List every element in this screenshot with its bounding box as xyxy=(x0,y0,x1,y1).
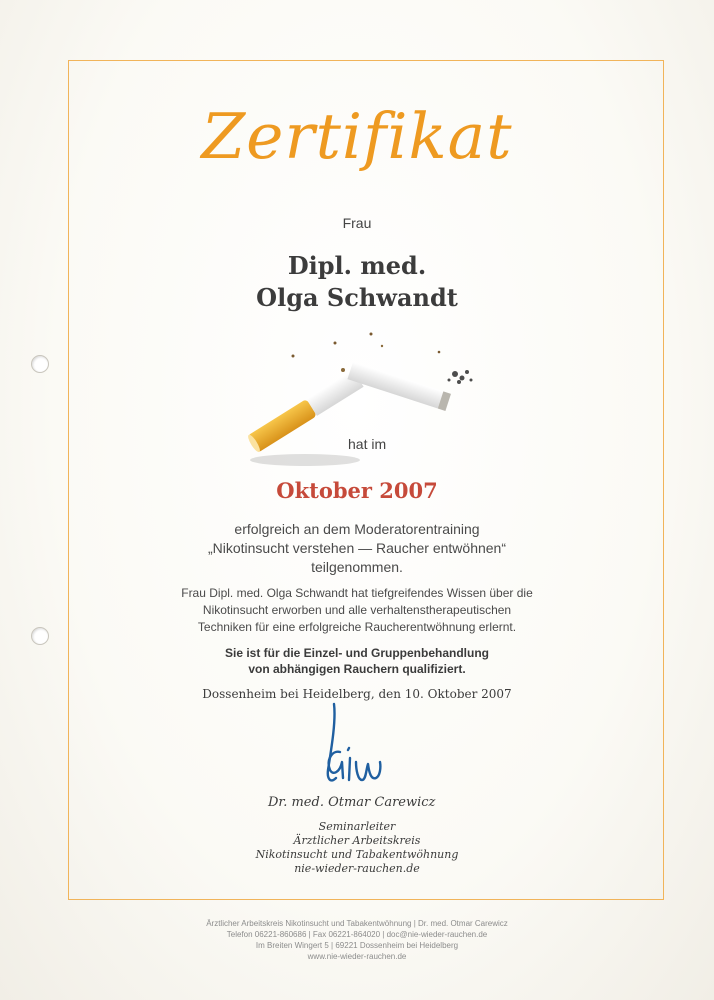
footer xyxy=(0,918,714,962)
place-date: Dossenheim bei Heidelberg, den 10. Oktober 2007 xyxy=(202,687,512,701)
month-year: Oktober 2007 xyxy=(276,478,438,503)
signer-titles xyxy=(0,820,714,876)
participation-line2: „Nikotinsucht verstehen — Raucher entwöhnen“ xyxy=(207,540,507,556)
recipient-name-line1: Dipl. med. xyxy=(287,251,427,280)
signature xyxy=(318,700,388,792)
signer-title-line2: Ärztlicher Arbeitskreis xyxy=(293,834,421,847)
details-line3: Techniken für eine erfolgreiche Raucherentwöhnung erlernt. xyxy=(197,620,517,634)
qualification-line1: Sie ist für die Einzel- und Gruppenbehandlung xyxy=(224,646,489,660)
details-line1: Frau Dipl. med. Olga Schwandt hat tiefgreifendes Wissen über die xyxy=(181,586,533,600)
details-line2: Nikotinsucht erworben und alle verhaltenstherapeutischen xyxy=(202,603,512,617)
hat-im-text: hat im xyxy=(348,436,387,452)
footer-line3: Im Breiten Wingert 5 | 69221 Dossenheim bei Heidelberg xyxy=(255,941,459,950)
participation-line3: teilgenommen. xyxy=(311,559,403,575)
recipient-name xyxy=(0,250,714,314)
qualification-text xyxy=(0,645,714,677)
qualification-line2: von abhängigen Rauchern qualifiziert. xyxy=(248,662,466,676)
salutation: Frau xyxy=(342,215,372,231)
certificate-title: Zertifikat xyxy=(201,100,513,173)
signer-title-line3: Nikotinsucht und Tabakentwöhnung xyxy=(255,848,459,861)
punch-hole-top xyxy=(31,355,49,373)
participation-text xyxy=(0,520,714,577)
footer-line4: www.nie-wieder-rauchen.de xyxy=(307,952,407,961)
footer-line2: Telefon 06221-860686 | Fax 06221-864020 | doc@nie-wieder-rauchen.de xyxy=(226,930,488,939)
signer-title-line4: nie-wieder-rauchen.de xyxy=(294,862,420,875)
signer-title-line1: Seminarleiter xyxy=(318,820,396,833)
recipient-name-line2: Olga Schwandt xyxy=(256,283,458,312)
participation-line1: erfolgreich an dem Moderatorentraining xyxy=(234,521,480,537)
details-text xyxy=(0,585,714,636)
footer-line1: Ärztlicher Arbeitskreis Nikotinsucht und Tabakentwöhnung | Dr. med. Otmar Carewicz xyxy=(206,919,508,928)
signer-name: Dr. med. Otmar Carewicz xyxy=(268,795,436,810)
